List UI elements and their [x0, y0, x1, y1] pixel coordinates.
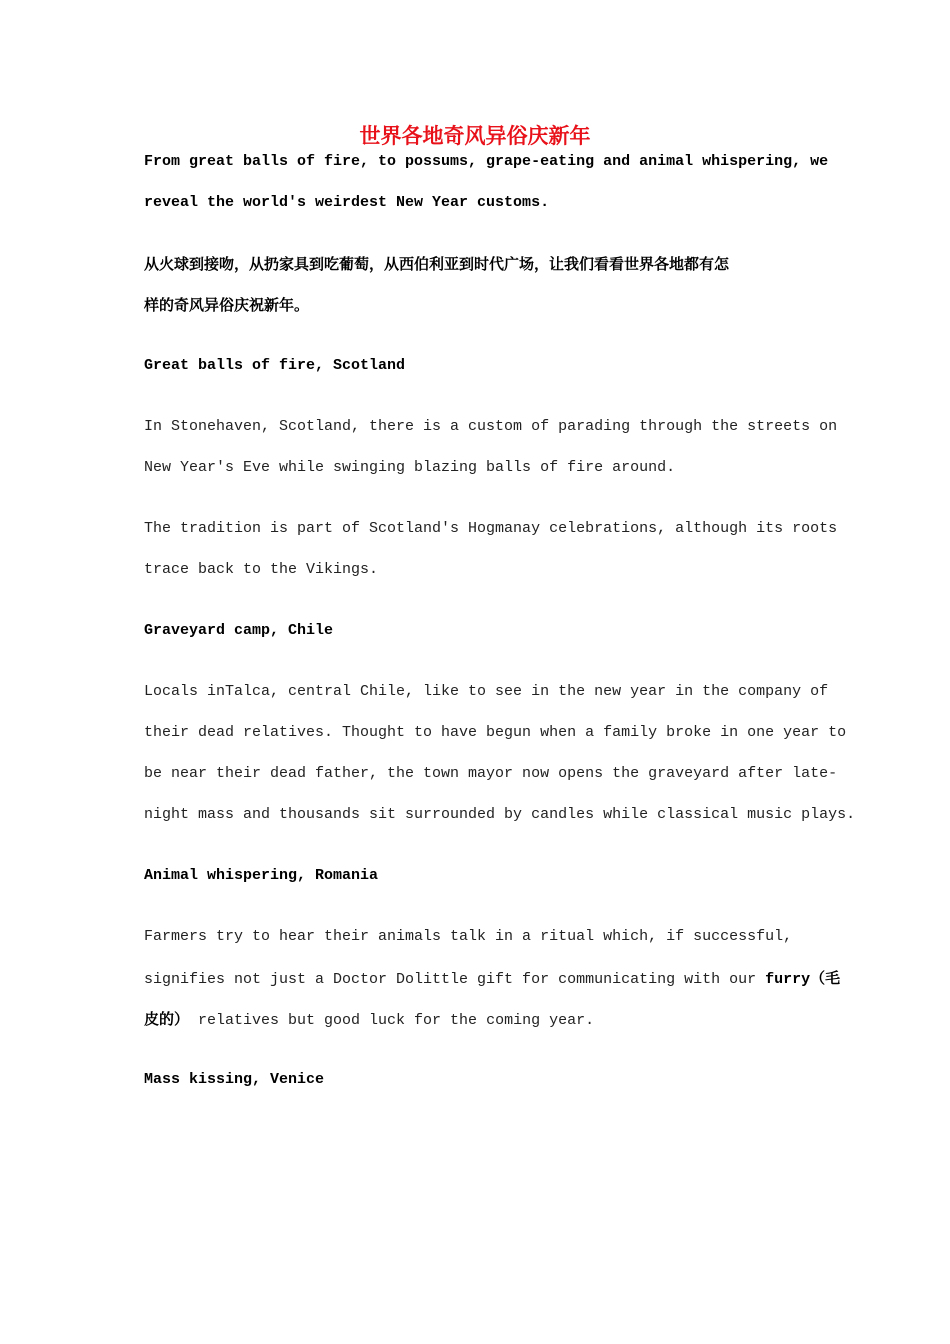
document-title: 世界各地奇风异俗庆新年 — [359, 124, 591, 148]
vocab-gloss: 皮的） — [144, 1010, 190, 1028]
paragraph-line — [144, 967, 841, 991]
paragraph-line: be near their dead father, the town mayor now opens the graveyard after late- — [144, 765, 838, 782]
section-heading-venice: Mass kissing, Venice — [144, 1071, 325, 1088]
vocab-gloss: （毛 — [810, 969, 841, 987]
paragraph-line: trace back to the Vikings. — [144, 561, 379, 578]
paragraph-line: their dead relatives. Thought to have begun when a family broke in one year to — [144, 724, 847, 741]
paragraph-line — [144, 1008, 814, 1032]
paragraph-line: Locals inTalca, central Chile, like to see in the new year in the company of — [144, 683, 829, 700]
paragraph-line: Farmers try to hear their animals talk in a ritual which, if successful, — [144, 928, 793, 945]
vocab-word: furry — [765, 971, 811, 988]
paragraph-text: signifies not just a Doctor Dolittle gift for communicating with our — [144, 971, 766, 988]
intro-zh-line: 样的奇风异俗庆祝新年。 — [144, 296, 310, 314]
section-heading-romania: Animal whispering, Romania — [144, 867, 379, 884]
paragraph-line: New Year's Eve while swinging blazing balls of fire around. — [144, 459, 676, 476]
paragraph-line: In Stonehaven, Scotland, there is a custom of parading through the streets on — [144, 418, 838, 435]
section-heading-scotland: Great balls of fire, Scotland — [144, 357, 406, 374]
paragraph-text: relatives but good luck for the coming year. — [189, 1012, 595, 1029]
intro-en-line: From great balls of fire, to possums, grape-eating and animal whispering, we — [144, 153, 829, 170]
intro-en-line: reveal the world's weirdest New Year customs. — [144, 194, 550, 211]
section-heading-chile: Graveyard camp, Chile — [144, 622, 334, 639]
paragraph-line: The tradition is part of Scotland's Hogmanay celebrations, although its roots — [144, 520, 838, 537]
paragraph-line: night mass and thousands sit surrounded by candles while classical music plays. — [144, 806, 856, 823]
intro-zh-line: 从火球到接吻，从扔家具到吃葡萄，从西伯利亚到时代广场，让我们看看世界各地都有怎 — [144, 255, 730, 273]
